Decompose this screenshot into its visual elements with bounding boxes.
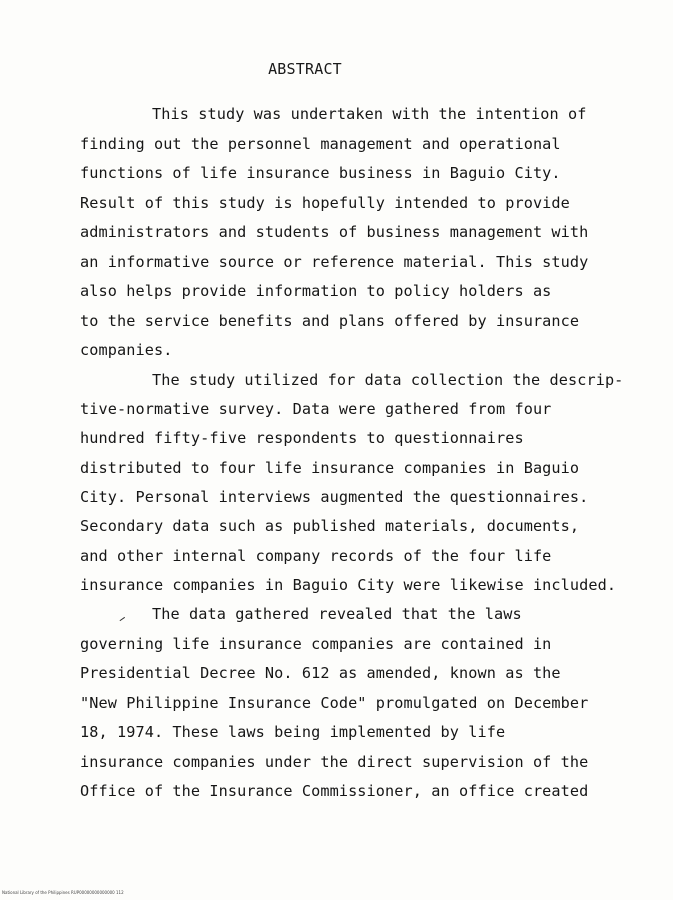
- text-line: hundred fifty-five respondents to questionnaires: [80, 429, 524, 447]
- text-line: Presidential Decree No. 612 as amended, known as the: [80, 664, 561, 682]
- text-line: tive-normative survey. Data were gathered from four: [80, 400, 552, 418]
- text-line: Secondary data such as published materials, documents,: [80, 517, 580, 535]
- text-line: also helps provide information to policy holders as: [80, 282, 552, 300]
- text-line: administrators and students of business management with: [80, 223, 589, 241]
- text-line: insurance companies in Baguio City were likewise included.: [80, 576, 617, 594]
- text-line: This study was undertaken with the intention of: [152, 105, 587, 123]
- text-line: "New Philippine Insurance Code" promulgated on December: [80, 694, 589, 712]
- text-line: Result of this study is hopefully intended to provide: [80, 194, 570, 212]
- text-line: finding out the personnel management and operational: [80, 135, 561, 153]
- text-line: The study utilized for data collection the descrip-: [152, 371, 624, 389]
- text-line: companies.: [80, 341, 173, 359]
- pen-mark: [120, 617, 129, 626]
- text-line: Office of the Insurance Commissioner, an office created: [80, 782, 589, 800]
- scan-footer: National Library of the Philippines RUP00000000000000 112: [2, 890, 124, 895]
- text-line: City. Personal interviews augmented the questionnaires.: [80, 488, 589, 506]
- text-line: an informative source or reference material. This study: [80, 253, 589, 271]
- text-line: The data gathered revealed that the laws: [152, 605, 522, 623]
- text-line: to the service benefits and plans offered by insurance: [80, 312, 580, 330]
- text-line: distributed to four life insurance companies in Baguio: [80, 459, 580, 477]
- text-line: 18, 1974. These laws being implemented by life: [80, 723, 506, 741]
- text-line: governing life insurance companies are contained in: [80, 635, 552, 653]
- text-line: and other internal company records of the four life: [80, 547, 552, 565]
- text-line: insurance companies under the direct supervision of the: [80, 753, 589, 771]
- text-line: functions of life insurance business in Baguio City.: [80, 164, 561, 182]
- page-title: ABSTRACT: [268, 60, 342, 78]
